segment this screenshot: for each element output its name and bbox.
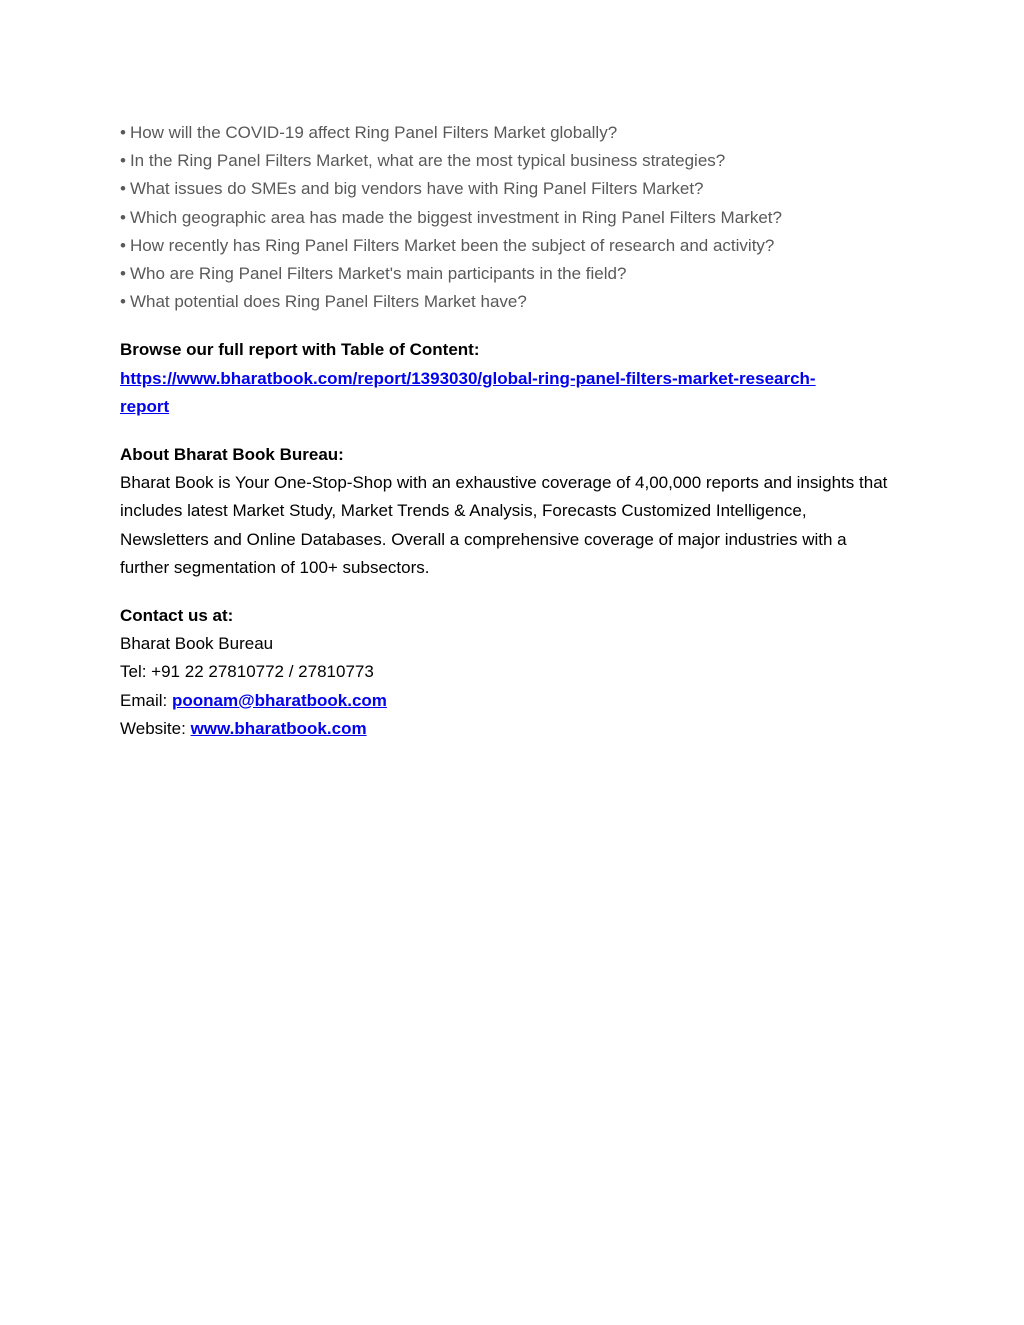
bullet-icon: • bbox=[120, 151, 126, 171]
company-name: Bharat Book Bureau bbox=[120, 634, 274, 654]
question-item: • How recently has Ring Panel Filters Market been the subject of research and activity? bbox=[120, 235, 775, 255]
question-item: • Which geographic area has made the biggest investment in Ring Panel Filters Market? bbox=[120, 207, 782, 227]
website-line bbox=[120, 715, 890, 743]
telephone: Tel: +91 22 27810772 / 27810773 bbox=[120, 662, 374, 682]
bullet-icon: • bbox=[120, 292, 126, 312]
bullet-icon: • bbox=[120, 235, 126, 255]
question-item: • In the Ring Panel Filters Market, what are the most typical business strategies? bbox=[120, 151, 726, 171]
question-item: • Who are Ring Panel Filters Market's main participants in the field? bbox=[120, 264, 627, 284]
report-url-link[interactable]: https://www.bharatbook.com/report/1393030/global-ring-panel-filters-market-research- report bbox=[120, 368, 816, 416]
question-item: • How will the COVID-19 affect Ring Panel Filters Market globally? bbox=[120, 123, 618, 142]
website-link[interactable]: www.bharatbook.com bbox=[190, 718, 367, 738]
bullet-icon: • bbox=[120, 207, 126, 227]
document-page bbox=[120, 119, 890, 743]
about-section bbox=[120, 441, 890, 582]
browse-heading: Browse our full report with Table of Content: bbox=[120, 340, 480, 360]
contact-heading: Contact us at: bbox=[120, 606, 234, 626]
bullet-icon: • bbox=[120, 123, 126, 142]
browse-section bbox=[120, 336, 890, 421]
bullet-icon: • bbox=[120, 179, 126, 199]
about-text: Bharat Book is Your One-Stop-Shop with an exhaustive coverage of 4,00,000 reports and insights that includes latest Market Study, Market Trends & Analysis, Forecasts Customized Intelligence, Newsletters and Online Databases. Overall a comprehensive coverage of major industries with a further segmentation of 100+ subsectors. bbox=[120, 473, 888, 577]
question-list bbox=[120, 119, 890, 316]
website-label: Website: bbox=[120, 718, 191, 738]
email-label: Email: bbox=[120, 690, 172, 710]
about-heading: About Bharat Book Bureau: bbox=[120, 445, 344, 465]
contact-section bbox=[120, 602, 890, 743]
email-line bbox=[120, 687, 890, 715]
bullet-icon: • bbox=[120, 264, 126, 284]
email-link[interactable]: poonam@bharatbook.com bbox=[171, 690, 387, 710]
question-item: • What issues do SMEs and big vendors have with Ring Panel Filters Market? bbox=[120, 179, 704, 199]
question-item: • What potential does Ring Panel Filters Market have? bbox=[120, 292, 527, 312]
